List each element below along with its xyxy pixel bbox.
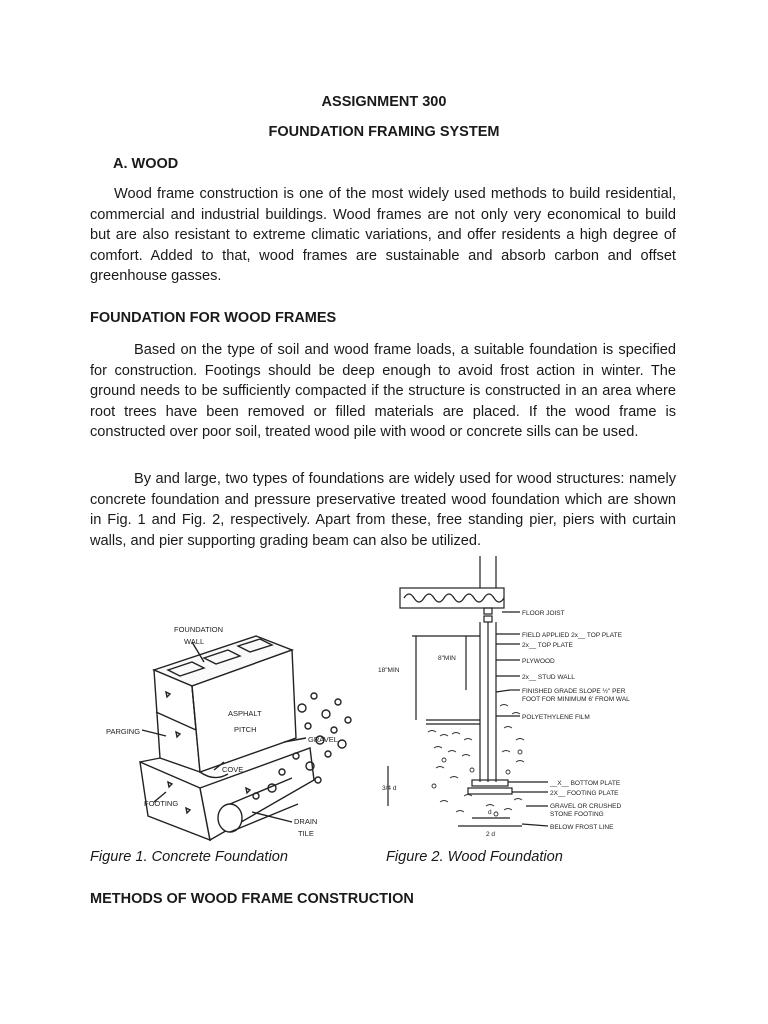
fig2-label: BELOW FROST LINE xyxy=(550,824,614,831)
fig2-label: PLYWOOD xyxy=(522,658,555,665)
fig1-label: DRAIN xyxy=(294,817,318,826)
foundation-heading: FOUNDATION FOR WOOD FRAMES xyxy=(90,310,337,326)
figure-2-caption: Figure 2. Wood Foundation xyxy=(386,849,563,865)
fig2-dimension: 2 d xyxy=(486,831,496,838)
fig1-label: WALL xyxy=(184,637,205,646)
fig1-label: PITCH xyxy=(234,725,257,734)
fig2-dimension: 3/4 d xyxy=(382,785,397,792)
fig1-label: COVE xyxy=(222,765,244,774)
document-title: FOUNDATION FRAMING SYSTEM xyxy=(268,124,500,140)
fig1-label: PARGING xyxy=(106,727,141,736)
assignment-number: ASSIGNMENT 300 xyxy=(321,94,447,110)
intro-paragraph: Wood frame construction is one of the most widely used methods to build residential, commercial and industrial buildings. Wood frames are not only very economical to build but are also resistant to extreme climatic variations, and offer residents a high degree of comfort. Added to that, wood frames are sustainable and absorb carbon and offset greenhouse gasses. xyxy=(90,186,676,285)
methods-heading: METHODS OF WOOD FRAME CONSTRUCTION xyxy=(90,891,414,907)
fig2-label: STONE FOOTING xyxy=(550,811,604,818)
fig2-label: FOOT FOR MINIMUM 6' FROM WAL xyxy=(522,696,630,703)
figure-wood-foundation xyxy=(376,556,656,838)
fig2-label: 2x__ STUD WALL xyxy=(522,674,575,681)
figure-concrete-foundation xyxy=(96,612,366,848)
fig2-label: FLOOR JOIST xyxy=(522,610,565,617)
fig2-dimension: 18"MIN xyxy=(378,667,400,674)
section-a-heading: A. WOOD xyxy=(113,156,179,172)
fig1-label: ASPHALT xyxy=(228,709,262,718)
fig2-dimension: 8"MIN xyxy=(438,655,456,662)
figure-1-caption: Figure 1. Concrete Foundation xyxy=(90,849,288,865)
fig1-label: GRAVEL xyxy=(308,735,338,744)
fig1-label: FOUNDATION xyxy=(174,625,224,634)
fig2-label: FIELD APPLIED 2x__ TOP PLATE xyxy=(522,632,622,639)
foundation-paragraph-1: Based on the type of soil and wood frame loads, a suitable foundation is specified for construction. Footings should be deep enough to avoid frost action in winter. The ground needs to be sufficiently compacted if the structure is constructed in an area where root trees have been removed or filled materials are placed. If the wood frame is constructed over poor soil, treated wood pile with wood or concrete sills can be used. xyxy=(90,342,676,441)
fig2-dimension: d xyxy=(488,809,492,816)
fig1-label: TILE xyxy=(298,829,314,838)
foundation-paragraph-2: By and large, two types of foundations are widely used for wood structures: namely concrete foundation and pressure preservative treated wood foundation which are shown in Fig. 1 and Fig. 2, respectively. Apart from these, free standing pier, piers with curtain walls, and pier supporting grading beam can also be utilized. xyxy=(90,471,676,549)
fig2-label: 2X__ FOOTING PLATE xyxy=(550,790,619,797)
fig2-label: FINISHED GRADE SLOPE ½" PER xyxy=(522,688,626,695)
fig2-label: POLYETHYLENE FILM xyxy=(522,714,590,721)
fig2-label: __X__ BOTTOM PLATE xyxy=(550,780,621,787)
fig1-label: FOOTING xyxy=(144,799,179,808)
fig2-label: 2x__ TOP PLATE xyxy=(522,642,573,649)
fig2-label: GRAVEL OR CRUSHED xyxy=(550,803,622,810)
